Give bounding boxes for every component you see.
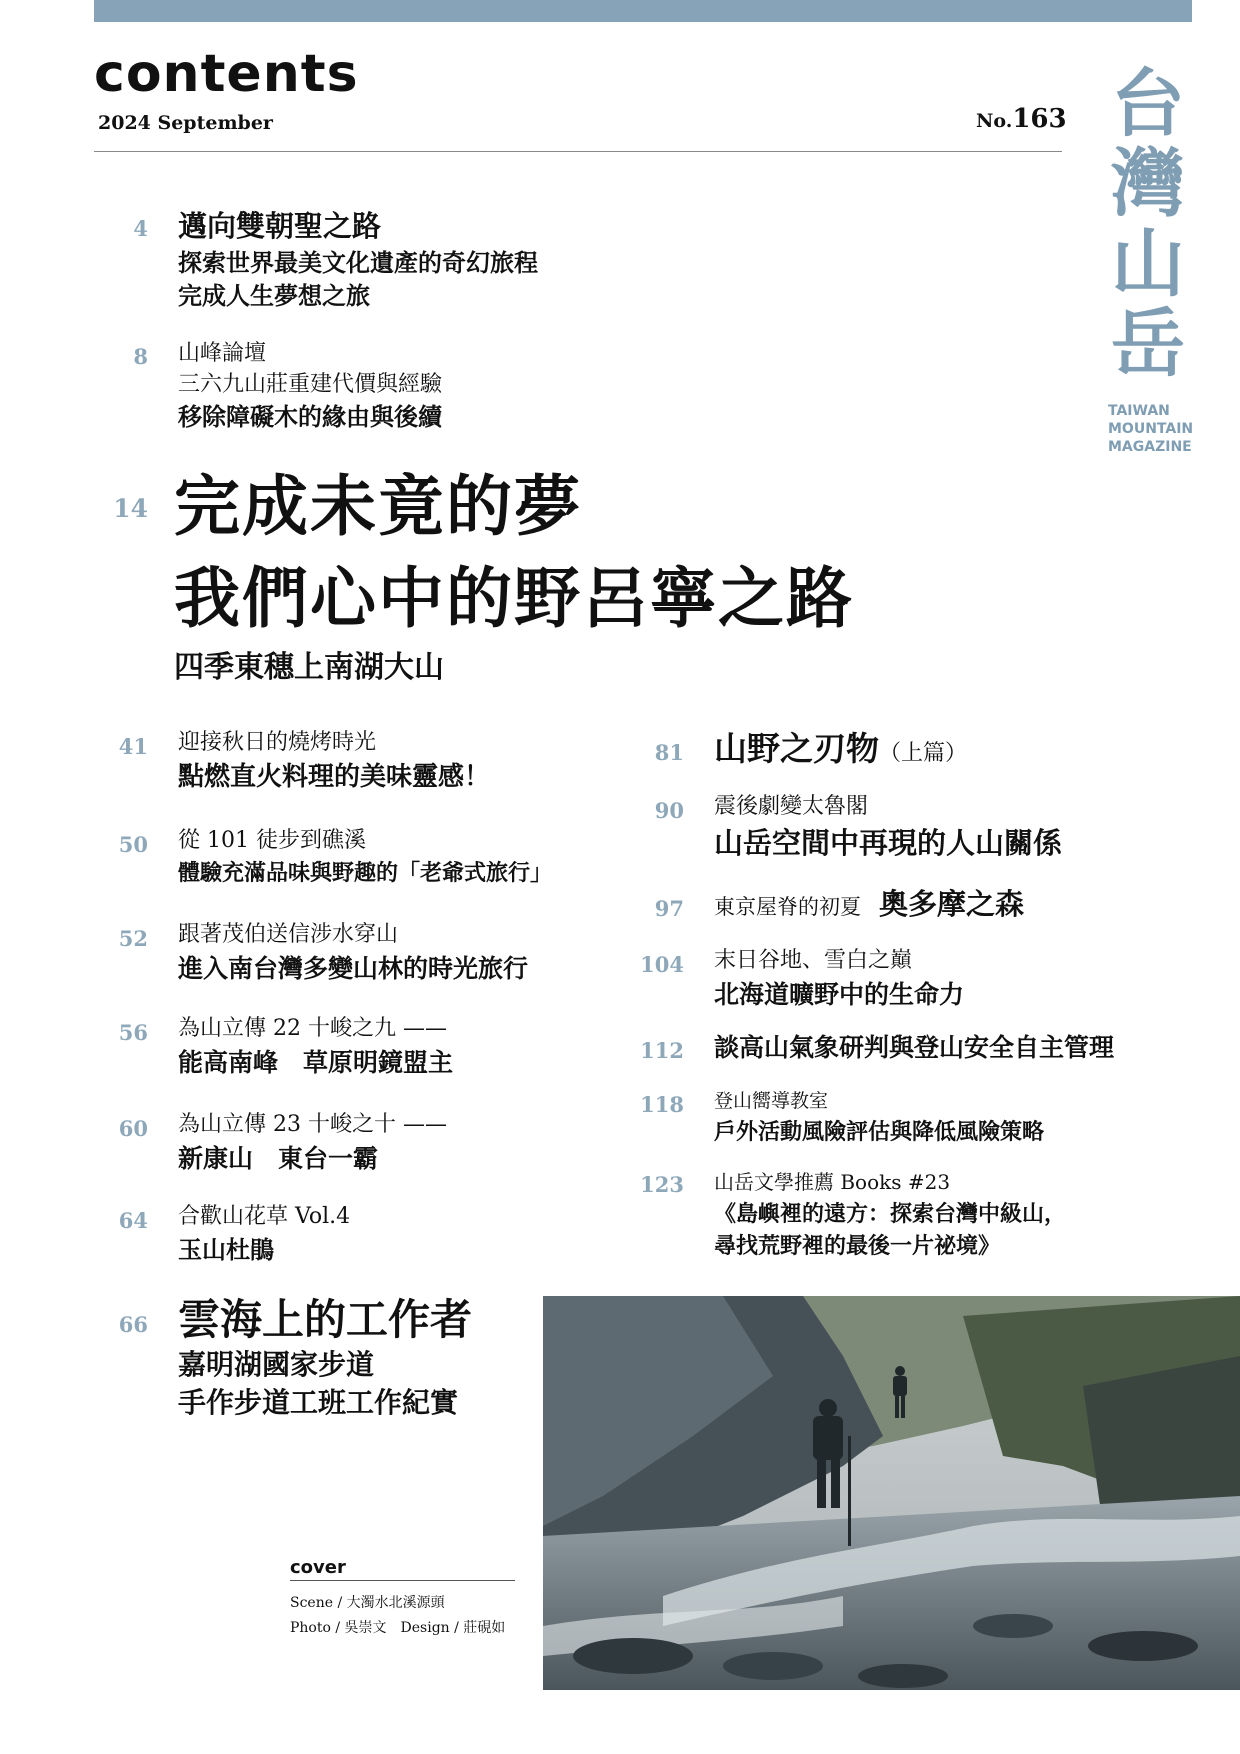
page-number: 112 <box>640 1038 684 1063</box>
toc-entry[interactable] <box>178 726 490 795</box>
logo-glyph: 岳 <box>1111 301 1185 387</box>
entry-title: 北海道曠野中的生命力 <box>714 980 965 1009</box>
entry-title: 山岳空間中再現的人山關係 <box>714 826 1063 860</box>
page-number: 118 <box>640 1092 684 1117</box>
feature-entry[interactable] <box>174 460 854 692</box>
logo-english-line: TAIWAN <box>1108 403 1170 419</box>
page-title: contents <box>94 44 359 104</box>
page-number: 50 <box>118 832 148 857</box>
logo-glyph: 山 <box>1111 221 1185 307</box>
toc-entry[interactable] <box>178 338 442 433</box>
entry-subtitle: 從 101 徒步到礁溪 <box>178 828 366 853</box>
toc-entry[interactable] <box>178 824 552 890</box>
entry-suffix: （上篇） <box>879 741 968 766</box>
toc-entry[interactable] <box>178 206 538 312</box>
toc-entry[interactable] <box>714 1166 1066 1262</box>
header-divider <box>94 151 1062 152</box>
entry-title: 山野之刃物 <box>714 729 879 768</box>
entry-subtitle: 手作步道工班工作紀實 <box>178 1386 459 1419</box>
toc-entry[interactable] <box>714 884 1024 929</box>
cover-credits <box>290 1557 515 1641</box>
page-number: 64 <box>118 1208 148 1233</box>
entry-title: 雲海上的工作者 <box>178 1295 473 1344</box>
entry-subtitle: 為山立傳 23 十峻之十 —— <box>178 1112 447 1137</box>
toc-entry[interactable] <box>714 790 1062 863</box>
cover-scene: Scene / 大濁水北溪源頭 <box>290 1595 445 1611</box>
page-number: 4 <box>133 216 148 241</box>
page-number: 66 <box>118 1312 148 1337</box>
entry-subtitle: 嘉明湖國家步道 <box>178 1348 375 1381</box>
entry-subtitle: 完成人生夢想之旅 <box>178 281 370 310</box>
logo-english-line: MAGAZINE <box>1108 439 1192 455</box>
top-color-bar <box>94 0 1192 22</box>
issue-number-value: 163 <box>1012 104 1067 134</box>
entry-title: 尋找荒野裡的最後一片祕境》 <box>714 1233 1001 1259</box>
page-number: 60 <box>118 1116 148 1141</box>
page-number: 90 <box>654 798 684 823</box>
toc-entry[interactable] <box>714 1086 1044 1148</box>
entry-title: 玉山杜鵑 <box>178 1235 274 1264</box>
entry-title: 邁向雙朝聖之路 <box>178 209 382 243</box>
entry-subtitle: 為山立傳 22 十峻之九 —— <box>178 1016 447 1041</box>
entry-title: 新康山 東台一霸 <box>178 1144 379 1173</box>
entry-subtitle: 探索世界最美文化遺產的奇幻旅程 <box>178 248 538 277</box>
cover-photo-credit: Photo / 吳崇文 Design / 莊硯如 <box>290 1620 506 1636</box>
entry-subtitle: 震後劇變太魯閣 <box>714 794 869 819</box>
toc-entry[interactable] <box>714 726 967 778</box>
entry-category: 登山嚮導教室 <box>714 1090 829 1112</box>
feature-title-line: 我們心中的野呂寧之路 <box>174 559 854 637</box>
entry-title: 移除障礙木的緣由與後續 <box>178 402 442 431</box>
entry-subtitle: 合歡山花草 Vol.4 <box>178 1204 351 1229</box>
cover-photo <box>543 1296 1240 1690</box>
page-number: 104 <box>640 952 684 977</box>
entry-title: 《島嶼裡的遠方：探索台灣中級山， <box>714 1201 1067 1227</box>
entry-subtitle: 末日谷地、雪白之巔 <box>714 948 913 973</box>
toc-entry[interactable] <box>178 1012 453 1081</box>
toc-entry[interactable] <box>178 1200 350 1266</box>
entry-subtitle: 迎接秋日的燒烤時光 <box>178 730 377 755</box>
logo-english-line: MOUNTAIN <box>1108 421 1194 437</box>
entry-category: 山岳文學推薦 Books #23 <box>714 1170 951 1194</box>
page-number: 56 <box>118 1020 148 1045</box>
issue-number <box>976 104 1067 134</box>
toc-entry[interactable] <box>714 1030 1114 1066</box>
entry-subtitle: 跟著茂伯送信涉水穿山 <box>178 922 399 947</box>
toc-entry[interactable] <box>178 1294 472 1422</box>
entry-title: 奧多摩之森 <box>879 887 1025 921</box>
logo-glyph: 灣 <box>1111 141 1185 227</box>
entry-title: 談高山氣象研判與登山安全自主管理 <box>714 1033 1115 1062</box>
magazine-logo <box>1098 61 1198 456</box>
page-number: 8 <box>133 344 148 369</box>
issue-date: 2024 September <box>98 112 273 134</box>
feature-title-line: 完成未竟的夢 <box>174 467 582 545</box>
entry-title: 進入南台灣多變山林的時光旅行 <box>178 954 529 983</box>
entry-title: 體驗充滿品味與野趣的「老爺式旅行」 <box>178 860 553 886</box>
issue-prefix: No. <box>976 110 1013 132</box>
entry-title: 能高南峰 草原明鏡盟主 <box>178 1048 454 1077</box>
entry-subtitle: 三六九山莊重建代價與經驗 <box>178 372 443 397</box>
toc-entry[interactable] <box>178 1108 447 1177</box>
entry-title: 戶外活動風險評估與降低風險策略 <box>714 1119 1045 1145</box>
logo-glyph: 台 <box>1111 61 1185 147</box>
page-number: 14 <box>113 494 148 523</box>
page-number: 81 <box>654 740 684 765</box>
logo-english <box>1098 402 1198 456</box>
page-number: 52 <box>118 926 148 951</box>
page-number: 123 <box>640 1172 684 1197</box>
entry-category: 山峰論壇 <box>178 341 267 366</box>
cover-label: cover <box>290 1557 515 1581</box>
toc-entry[interactable] <box>714 944 964 1013</box>
entry-title: 點燃直火料理的美味靈感！ <box>178 762 491 792</box>
page-number: 41 <box>118 734 148 759</box>
entry-subtitle: 東京屋脊的初夏 <box>714 895 861 919</box>
feature-subtitle: 四季東穗上南湖大山 <box>174 650 444 685</box>
logo-glyphs <box>1098 61 1198 387</box>
page-number: 97 <box>654 896 684 921</box>
cover-photo-illustration <box>543 1296 1240 1690</box>
toc-entry[interactable] <box>178 918 528 987</box>
